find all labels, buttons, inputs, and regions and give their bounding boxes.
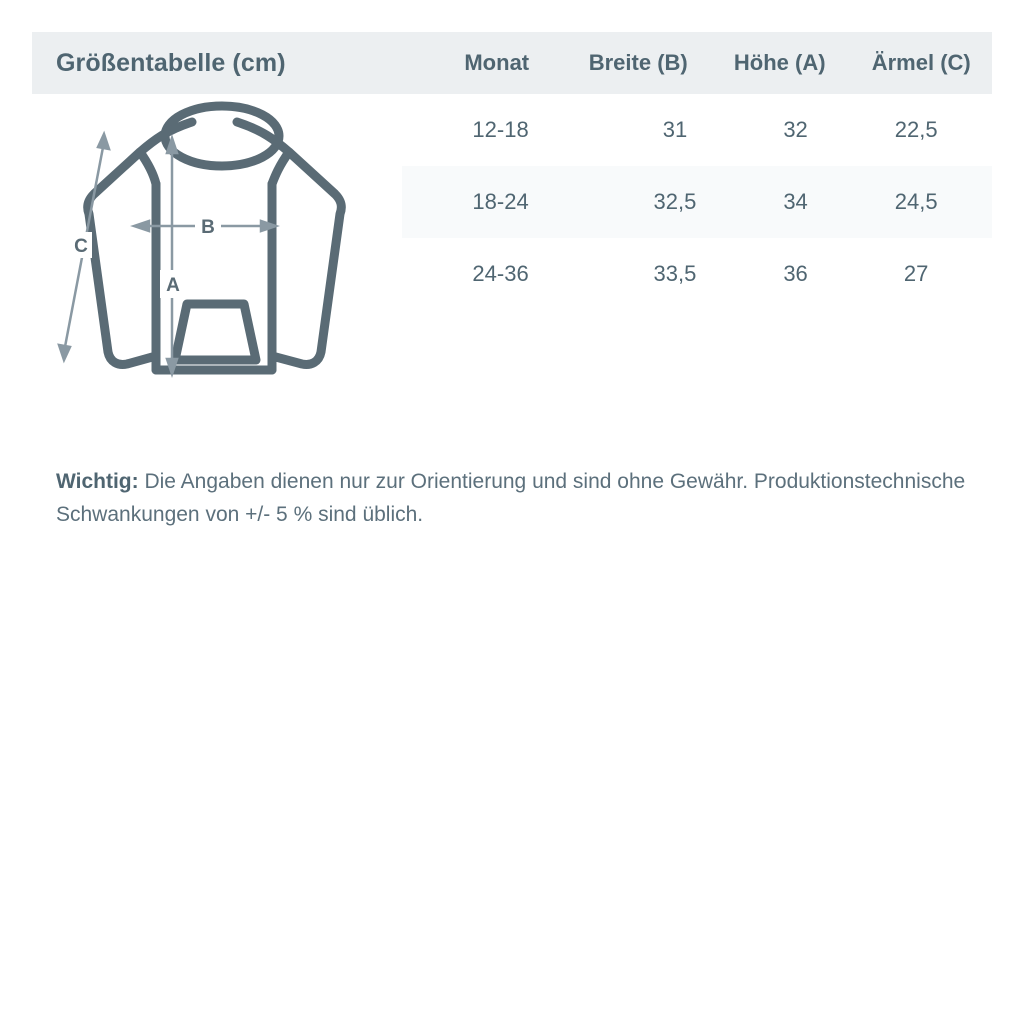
cell-aermel: 27	[903, 261, 929, 286]
column-header-hoehe: Höhe (A)	[733, 50, 826, 75]
cell-breite: 32,5	[599, 166, 751, 238]
size-table-container	[402, 94, 992, 310]
cell-monat: 18-24	[402, 166, 599, 238]
cell-monat: 24-36	[472, 261, 529, 286]
figure-label-b: B	[201, 217, 215, 238]
cell-hoehe: 32	[783, 117, 808, 142]
disclaimer-note	[32, 466, 986, 531]
size-chart-body	[32, 94, 992, 444]
column-header-breite: Breite (B)	[588, 50, 688, 75]
cell-hoehe: 34	[751, 166, 841, 238]
cell-monat: 12-18	[472, 117, 529, 142]
column-headers	[426, 50, 992, 76]
cell-aermel: 24,5	[840, 166, 992, 238]
figure-label-c: C	[74, 236, 88, 257]
cell-breite: 33,5	[653, 261, 697, 286]
table-row	[402, 166, 992, 238]
disclaimer-lead: Wichtig:	[56, 470, 139, 493]
cell-breite: 31	[662, 117, 688, 142]
table-row	[402, 238, 992, 310]
cell-aermel: 22,5	[894, 117, 938, 142]
column-header-monat: Monat	[464, 50, 530, 75]
size-table	[402, 94, 992, 310]
page-title: Größentabelle (cm)	[56, 48, 286, 77]
table-row	[402, 94, 992, 166]
size-chart-sheet	[32, 32, 992, 531]
cell-hoehe: 36	[783, 261, 808, 286]
disclaimer-text: Die Angaben dienen nur zur Orientierung und sind ohne Gewähr. Produktionstechnische Schwankungen von +/- 5 % sind üblich.	[56, 470, 966, 526]
column-header-aermel: Ärmel (C)	[871, 50, 971, 75]
figure-label-a: A	[166, 275, 180, 296]
hoodie-icon	[32, 94, 402, 444]
hoodie-measurement-diagram	[32, 94, 402, 444]
size-chart-header	[32, 32, 992, 94]
